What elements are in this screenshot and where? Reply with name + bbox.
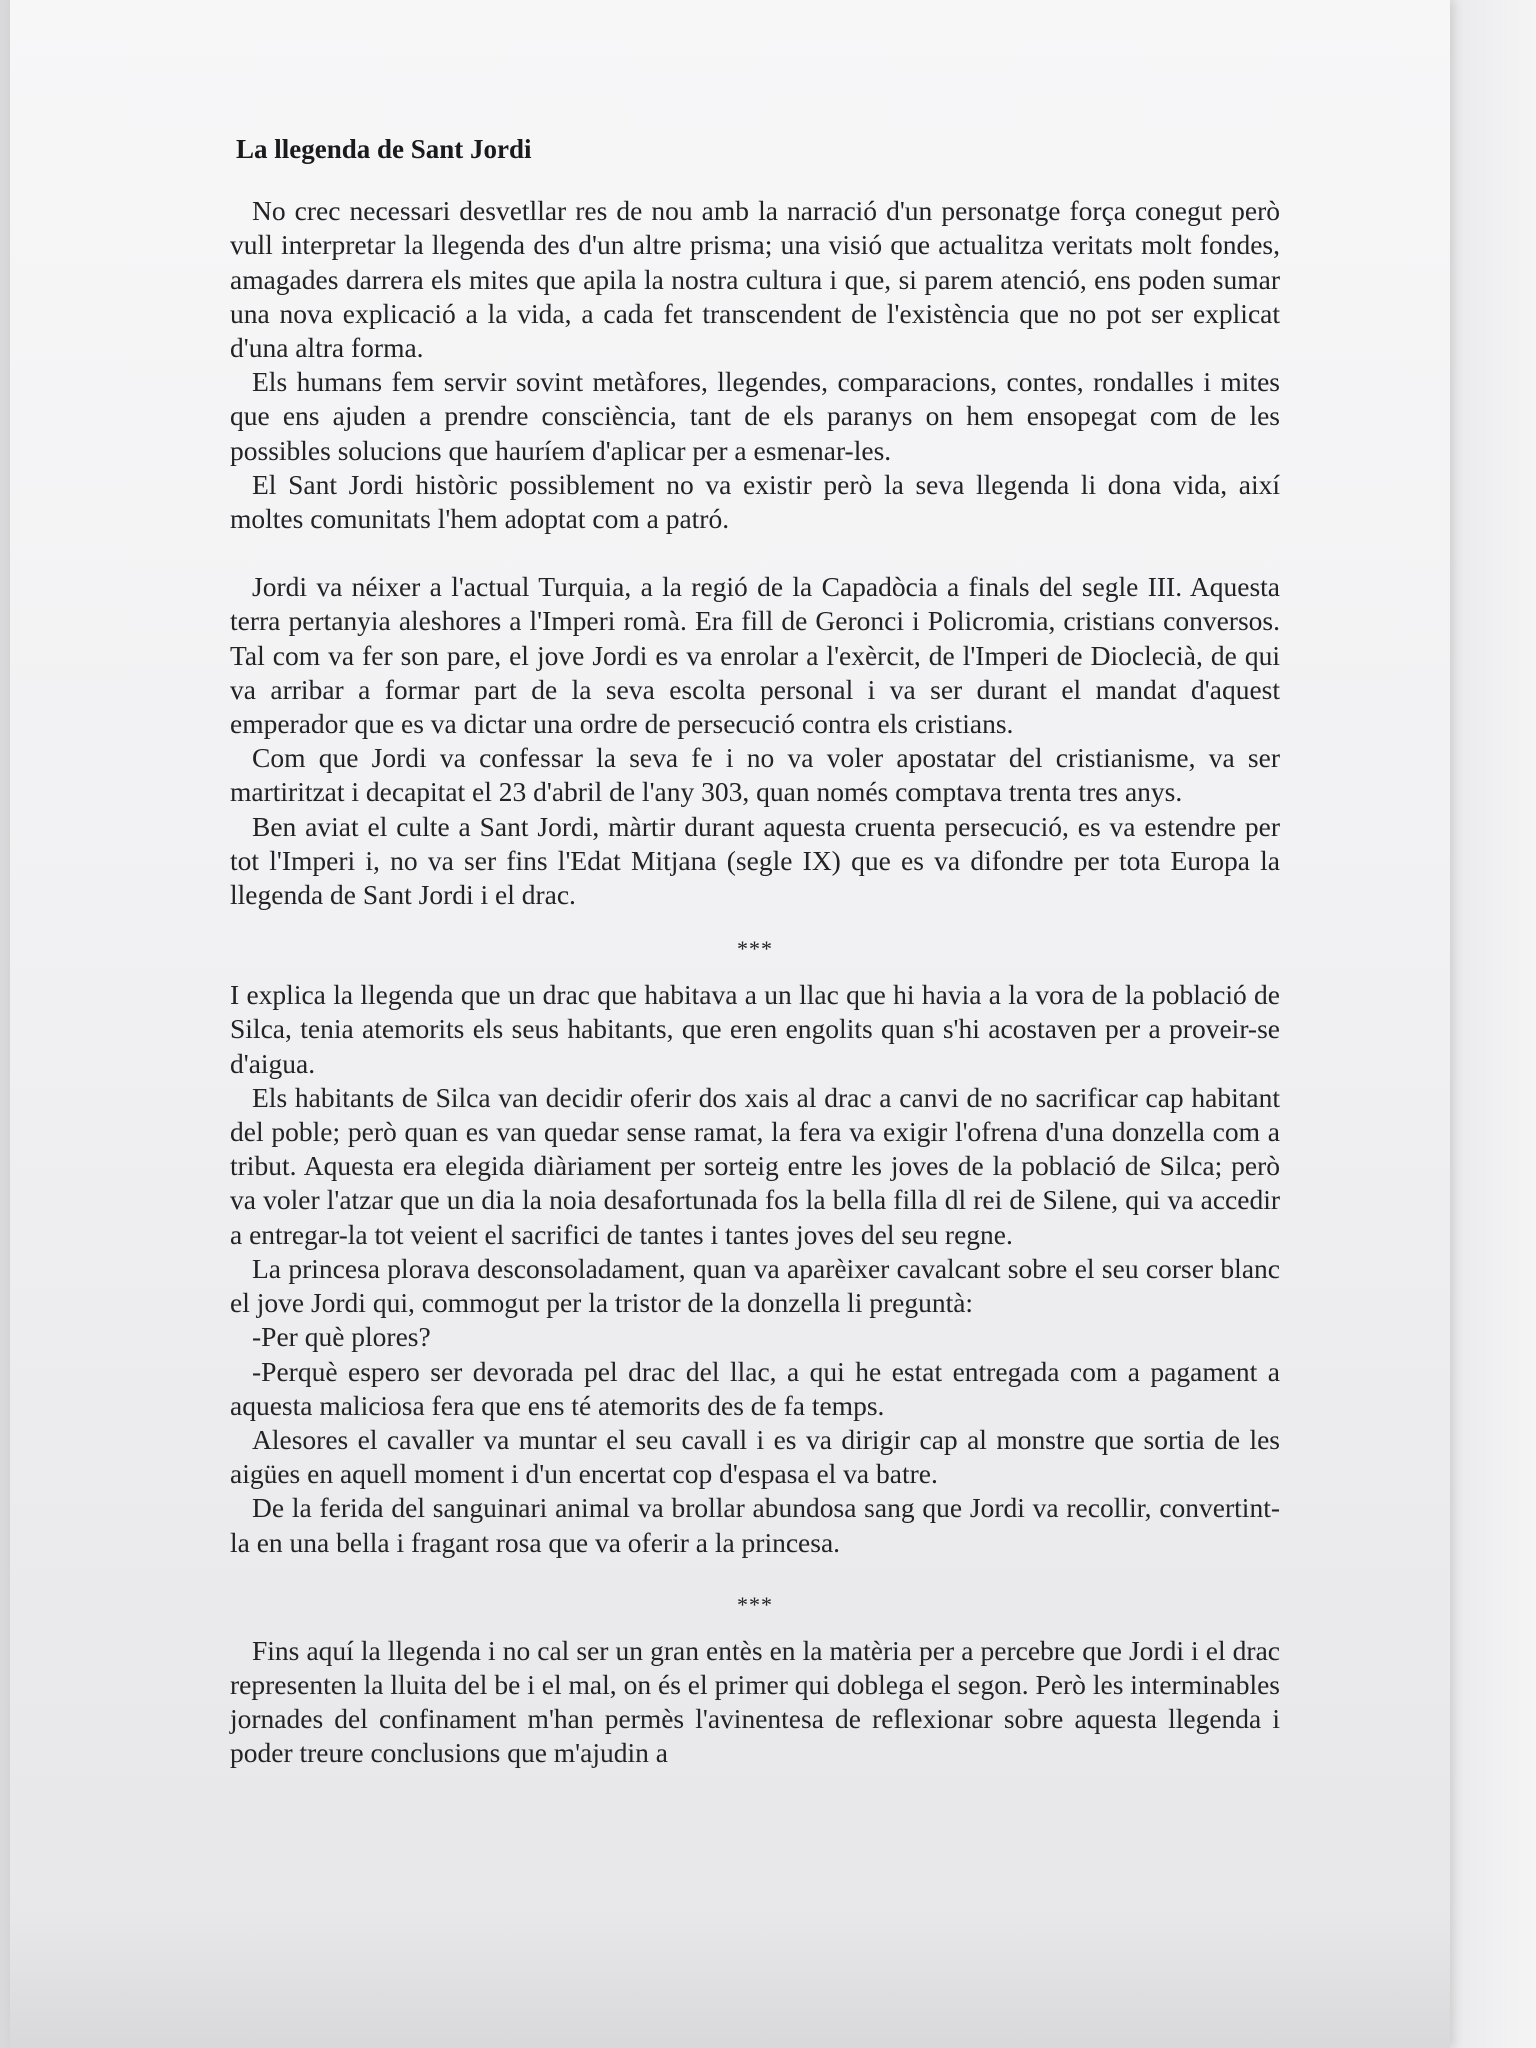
section-separator: *** — [737, 1591, 773, 1617]
paragraph: Els humans fem servir sovint metàfores, llegendes, comparacions, contes, rondalles i mites que ens ajuden a prendre consciència, tant de els paranys on hem ensopegat com de les possibles solucions que hauríem d'aplicar per a esmenar-les. — [230, 366, 1280, 466]
paragraph: Jordi va néixer a l'actual Turquia, a la regió de la Capadòcia a finals del segle III. Aquesta terra pertanyia aleshores a l'Imperi romà. Era fill de Geronci i Policromia, cristians conversos. Tal com va fer son pare, el jove Jordi es va enrolar a l'exèrcit, de l'Imperi de Dioclecià, de qui va arribar a formar part de la seva escolta personal i va ser durant el mandat d'aquest emperador que es va dictar una ordre de persecució contra els cristians. — [230, 571, 1280, 740]
document-title: La llegenda de Sant Jordi — [236, 134, 532, 164]
paragraph: I explica la llegenda que un drac que habitava a un llac que hi havia a la vora de la població de Silca, tenia atemorits els seus habitants, que eren engolits quan s'hi acostaven per a proveir-se d'aigua. — [230, 979, 1280, 1079]
section-gap — [230, 536, 1280, 570]
paragraph: El Sant Jordi històric possiblement no va existir però la seva llegenda li dona vida, així moltes comunitats l'hem adoptat com a patró. — [230, 468, 1280, 535]
dialogue-line: -Per què plores? — [252, 1321, 431, 1353]
document-page — [10, 0, 1450, 2048]
paragraph: La princesa plorava desconsoladament, quan va aparèixer cavalcant sobre el seu corser blanc el jove Jordi qui, commogut per la tristor de la donzella li preguntà: — [230, 1252, 1280, 1319]
section-reflection — [230, 1634, 1280, 1771]
document-body — [230, 132, 1280, 1771]
paragraph: Alesores el cavaller va muntar el seu cavall i es va dirigir cap al monstre que sortia de les aigües en aquell moment i d'un encertat cop d'espasa el va batre. — [230, 1423, 1280, 1490]
section-history — [230, 570, 1280, 912]
dialogue-line: -Perquè espero ser devorada pel drac del llac, a qui he estat entregada com a pagament a aquesta maliciosa fera que ens té atemorits des de fa temps. — [230, 1355, 1280, 1421]
paragraph: Els habitants de Silca van decidir oferir dos xais al drac a canvi de no sacrificar cap habitant del poble; però quan es van quedar sense ramat, la fera va exigir l'ofrena d'una donzella com a tribut. Aquesta era elegida diàriament per sorteig entre les joves de la població de Silca; però va voler l'atzar que un dia la noia desafortunada fos la bella filla dl rei de Silene, qui va accedir a entregar-la tot veient el sacrifici de tantes i tantes joves del seu regne. — [230, 1081, 1280, 1250]
paragraph: Fins aquí la llegenda i no cal ser un gran entès en la matèria per a percebre que Jordi i el drac representen la lluita del be i el mal, on és el primer qui doblega el segon. Però les interminables jornades del confinament m'han permès l'avinentesa de reflexionar sobre aquesta llegenda i poder treure conclusions que m'ajudin a — [230, 1634, 1280, 1769]
paragraph: Com que Jordi va confessar la seva fe i no va voler apostatar del cristianisme, va ser martiritzat i decapitat el 23 d'abril de l'any 303, quan només comptava trenta tres anys. — [230, 742, 1280, 808]
section-introduction — [230, 194, 1280, 536]
paragraph: No crec necessari desvetllar res de nou amb la narració d'un personatge força conegut però vull interpretar la llegenda des d'un altre prisma; una visió que actualitza veritats molt fondes, amagades darrera els mites que apila la nostra cultura i que, si parem atenció, ens poden sumar una nova explicació a la vida, a cada fet transcendent de l'existència que no pot ser explicat d'una altra forma. — [230, 195, 1280, 364]
paragraph: Ben aviat el culte a Sant Jordi, màrtir durant aquesta cruenta persecució, es va estendre per tot l'Imperi i, no va ser fins l'Edat Mitjana (segle IX) que es va difondre per tota Europa la llegenda de Sant Jordi i el drac. — [230, 810, 1280, 911]
section-separator: *** — [737, 936, 773, 962]
paragraph: De la ferida del sanguinari animal va brollar abundosa sang que Jordi va recollir, convertint-la en una bella i fragant rosa que va oferir a la princesa. — [230, 1492, 1280, 1558]
section-legend — [230, 978, 1280, 1559]
page-shadow — [10, 1918, 1450, 2048]
underlying-sheet-edge — [1440, 0, 1521, 2048]
